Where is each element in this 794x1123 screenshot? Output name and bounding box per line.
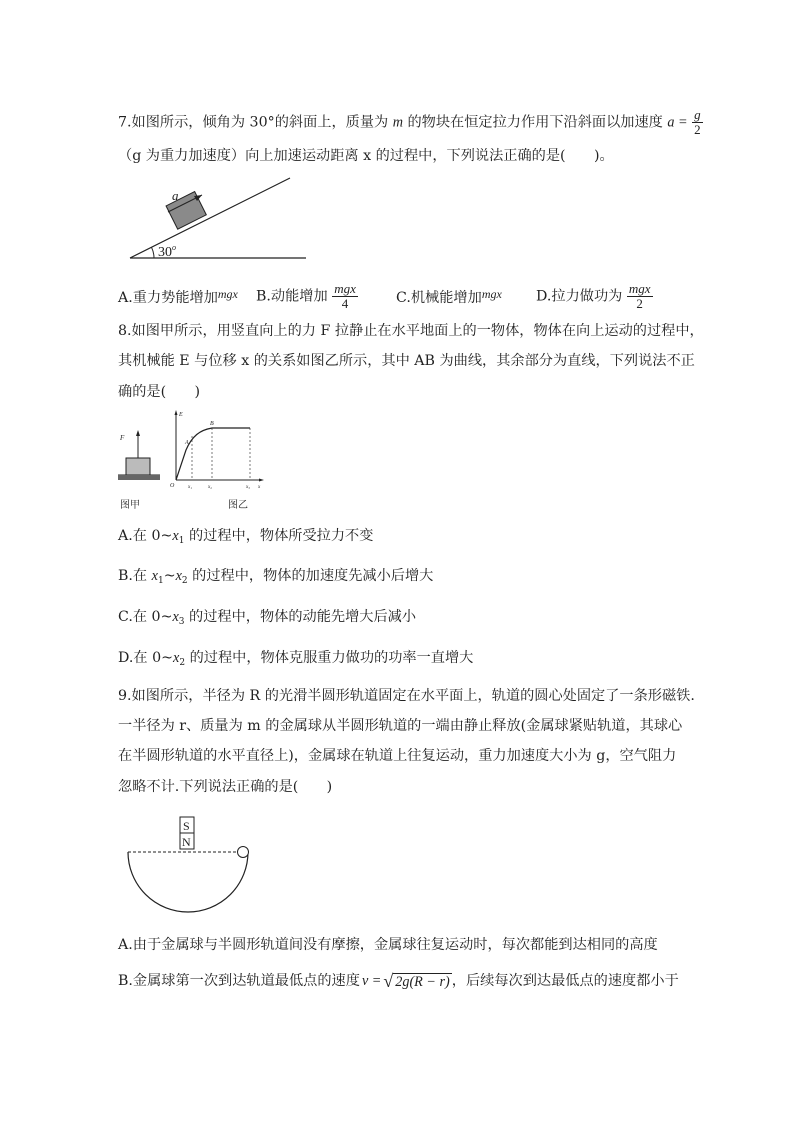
angle-arc [152,247,155,258]
q7-stem-line2: （g 为重力加速度）向上加速运动距离 x 的过程中，下列说法正确的是( )。 [118,148,614,164]
svg-text:B: B [210,421,214,427]
q9-stem-line2: 一半径为 r、质量为 m 的金属球从半圆形轨道的一端由静止释放(金属球紧贴轨道，其球心 [118,718,683,734]
q7-stem-line1: 7.如图所示，倾角为 30°的斜面上，质量为 m 的物块在恒定拉力作用下沿斜面以加速度 a = $\frac{g}{2}$ [118,107,701,137]
g-over-2-fraction: $\frac{g}{2}$ [694,107,701,137]
svg-text:x₃: x₃ [246,485,250,490]
incline-figure [126,176,310,266]
svg-text:x: x [258,485,261,490]
svg-text:O: O [170,483,175,489]
svg-text:x₂: x₂ [208,485,212,490]
q9-stem-line1: 9.如图所示，半径为 R 的光滑半圆形轨道固定在水平面上，轨道的圆心处固定了一条形磁铁. [118,688,695,704]
q9-stem-line4: 忽略不计.下列说法正确的是( ) [118,779,333,795]
q8-stem-line1: 8.如图甲所示，用竖直向上的力 F 拉静止在水平地面上的一物体，物体在向上运动的过程中， [118,323,704,339]
incline-line [130,178,290,258]
q7-option-a[interactable]: A.重力势能增加$^{mgx}$ [118,287,238,306]
q9-option-a[interactable]: A.由于金属球与半圆形轨道间没有摩擦，金属球往复运动时，每次都能到达相同的高度 [118,937,658,953]
q8-option-b[interactable]: B.在 $x_1\sim x_2$ 的过程中，物体的加速度先减小后增大 [118,568,434,586]
energy-graph [166,408,266,512]
svg-text:S: S [183,819,190,833]
q9-option-b[interactable]: B.金属球第一次到达轨道最低点的速度 v = √ 2g(R − r) ，后续每次到达最低点的速度都小于 [118,971,679,991]
caption-yi: 图乙 [228,500,248,511]
semicircle-track-figure [122,812,254,918]
semicircle-track [128,852,248,912]
accel-label: a [172,188,179,203]
q7-option-d[interactable]: D.拉力做功为 $\frac{\text{mgx}}{2}$ [536,280,651,311]
energy-curve [176,428,250,480]
q8-stem-line3: 确的是( ) [118,384,201,400]
q8-option-d[interactable]: D.在 $0\sim x_2$ 的过程中，物体克服重力做功的功率一直增大 [118,650,474,668]
metal-ball [238,847,249,858]
force-figure [118,408,164,512]
svg-text:E: E [179,412,183,418]
q7-option-b[interactable]: B.动能增加 $\frac{\text{mgx}}{4}$ [256,280,356,311]
svg-text:F: F [120,434,125,442]
q9-stem-line3: 在半圆形轨道的水平直径上)，金属球在轨道上往复运动，重力加速度大小为 g，空气阻力 [118,748,677,764]
q8-option-c[interactable]: C.在 $0\sim x_3$ 的过程中，物体的动能先增大后减小 [118,609,417,627]
q8-option-a[interactable]: A.在 $0\sim x_1$ 的过程中，物体所受拉力不变 [118,528,374,546]
q7-option-c[interactable]: C.机械能增加$^{mgx}$ [396,287,502,306]
angle-label: 30$^o$ [158,243,176,260]
svg-text:N: N [182,835,191,849]
object-box [126,458,150,475]
q8-stem-line2: 其机械能 E 与位移 x 的关系如图乙所示，其中 AB 为曲线，其余部分为直线，下列说法不正 [118,353,695,369]
sqrt-expression: √ 2g(R − r) [383,971,450,991]
caption-jia: 图甲 [120,500,140,511]
q7-options [118,279,653,313]
svg-text:x₁: x₁ [188,485,192,490]
ground-hatch [118,475,160,480]
svg-text:A: A [185,440,189,446]
